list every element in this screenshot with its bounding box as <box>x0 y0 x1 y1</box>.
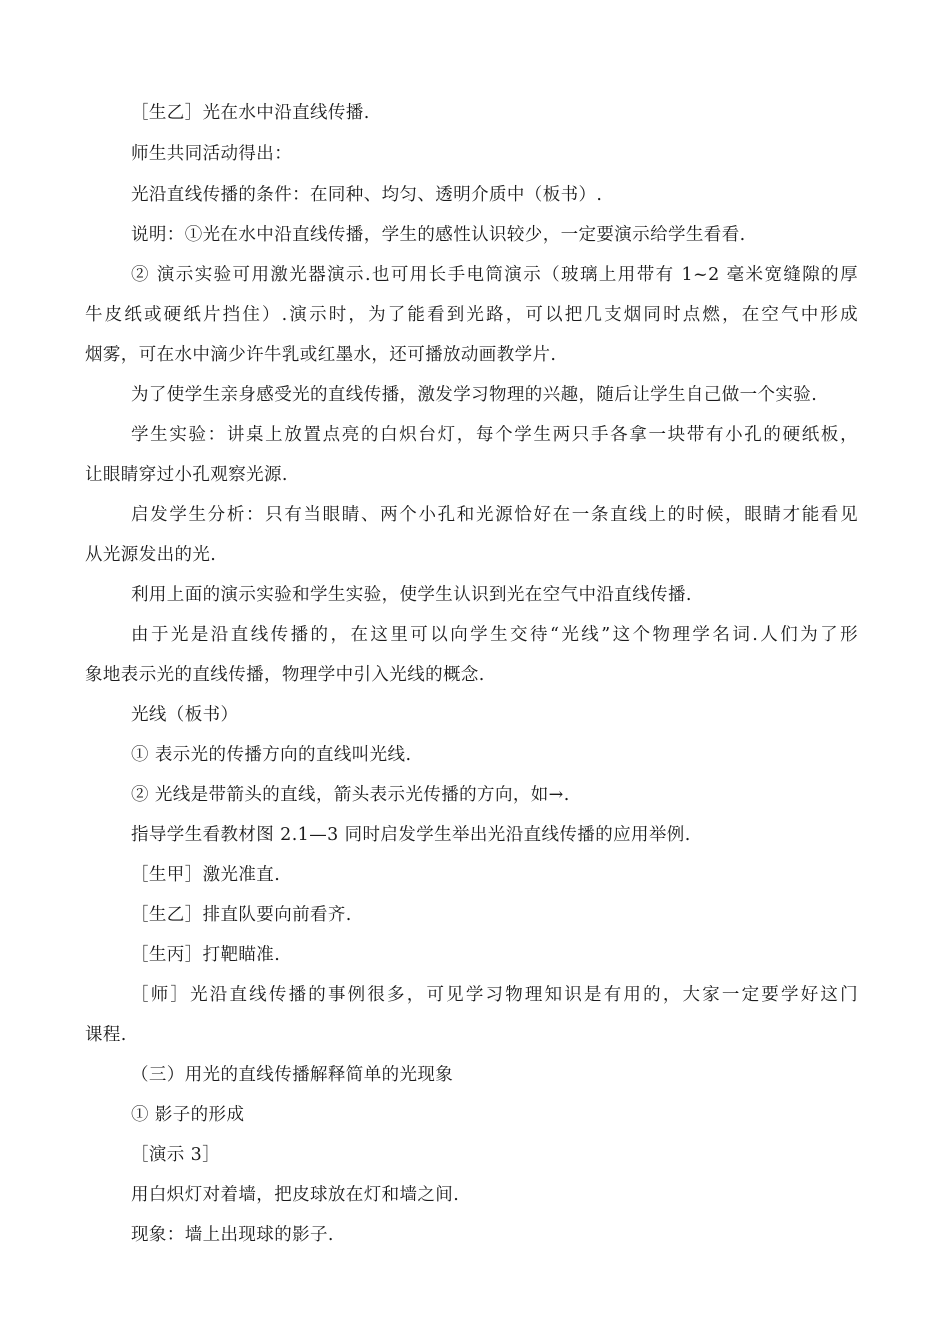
text-line: ① 表示光的传播方向的直线叫光线. <box>131 745 412 765</box>
text-line: 现象：墙上出现球的影子. <box>131 1225 334 1245</box>
text-line: 让眼睛穿过小孔观察光源. <box>85 465 288 485</box>
text-line: （三）用光的直线传播解释简单的光现象 <box>131 1065 454 1085</box>
text-line: 为了使学生亲身感受光的直线传播，激发学习物理的兴趣，随后让学生自己做一个实验. <box>131 385 818 405</box>
text-line: ［生乙］排直队要向前看齐. <box>131 905 352 925</box>
text-line: ② 演示实验可用激光器演示.也可用长手电筒演示（玻璃上用带有 1~2 毫米宽缝隙的厚 <box>131 265 858 285</box>
text-line: ［生丙］打靶瞄准. <box>131 945 281 965</box>
text-line: 指导学生看教材图 2.1—3 同时启发学生举出光沿直线传播的应用举例. <box>131 825 691 845</box>
text-line: ［生甲］激光准直. <box>131 865 281 885</box>
text-line: 光线（板书） <box>131 705 239 725</box>
text-line: 课程. <box>85 1025 127 1045</box>
text-line: ［师］光沿直线传播的事例很多，可见学习物理知识是有用的，大家一定要学好这门 <box>131 985 858 1005</box>
text-line: ［生乙］光在水中沿直线传播. <box>131 103 370 123</box>
text-line: 利用上面的演示实验和学生实验，使学生认识到光在空气中沿直线传播. <box>131 585 692 605</box>
text-line: ① 影子的形成 <box>131 1105 245 1125</box>
text-line: 由于光是沿直线传播的，在这里可以向学生交待“光线”这个物理学名词.人们为了形 <box>131 625 858 645</box>
text-line: ② 光线是带箭头的直线，箭头表示光传播的方向，如→. <box>131 785 570 805</box>
text-line: 光沿直线传播的条件：在同种、均匀、透明介质中（板书）. <box>131 185 603 205</box>
text-line: 从光源发出的光. <box>85 545 217 565</box>
text-line: 用白炽灯对着墙，把皮球放在灯和墙之间. <box>131 1185 460 1205</box>
text-line: 师生共同活动得出： <box>131 144 293 164</box>
text-line: ［演示 3］ <box>131 1145 221 1165</box>
text-line: 启发学生分析：只有当眼睛、两个小孔和光源恰好在一条直线上的时候，眼睛才能看见 <box>131 505 858 525</box>
text-line: 学生实验：讲桌上放置点亮的白炽台灯，每个学生两只手各拿一块带有小孔的硬纸板， <box>131 425 858 445</box>
text-line: 象地表示光的直线传播，物理学中引入光线的概念. <box>85 665 485 685</box>
text-line: 说明：①光在水中沿直线传播，学生的感性认识较少，一定要演示给学生看看. <box>131 225 746 245</box>
text-line: 烟雾，可在水中滴少许牛乳或红墨水，还可播放动画教学片. <box>85 345 557 365</box>
text-line: 牛皮纸或硬纸片挡住）.演示时，为了能看到光路，可以把几支烟同时点燃，在空气中形成 <box>85 305 858 325</box>
